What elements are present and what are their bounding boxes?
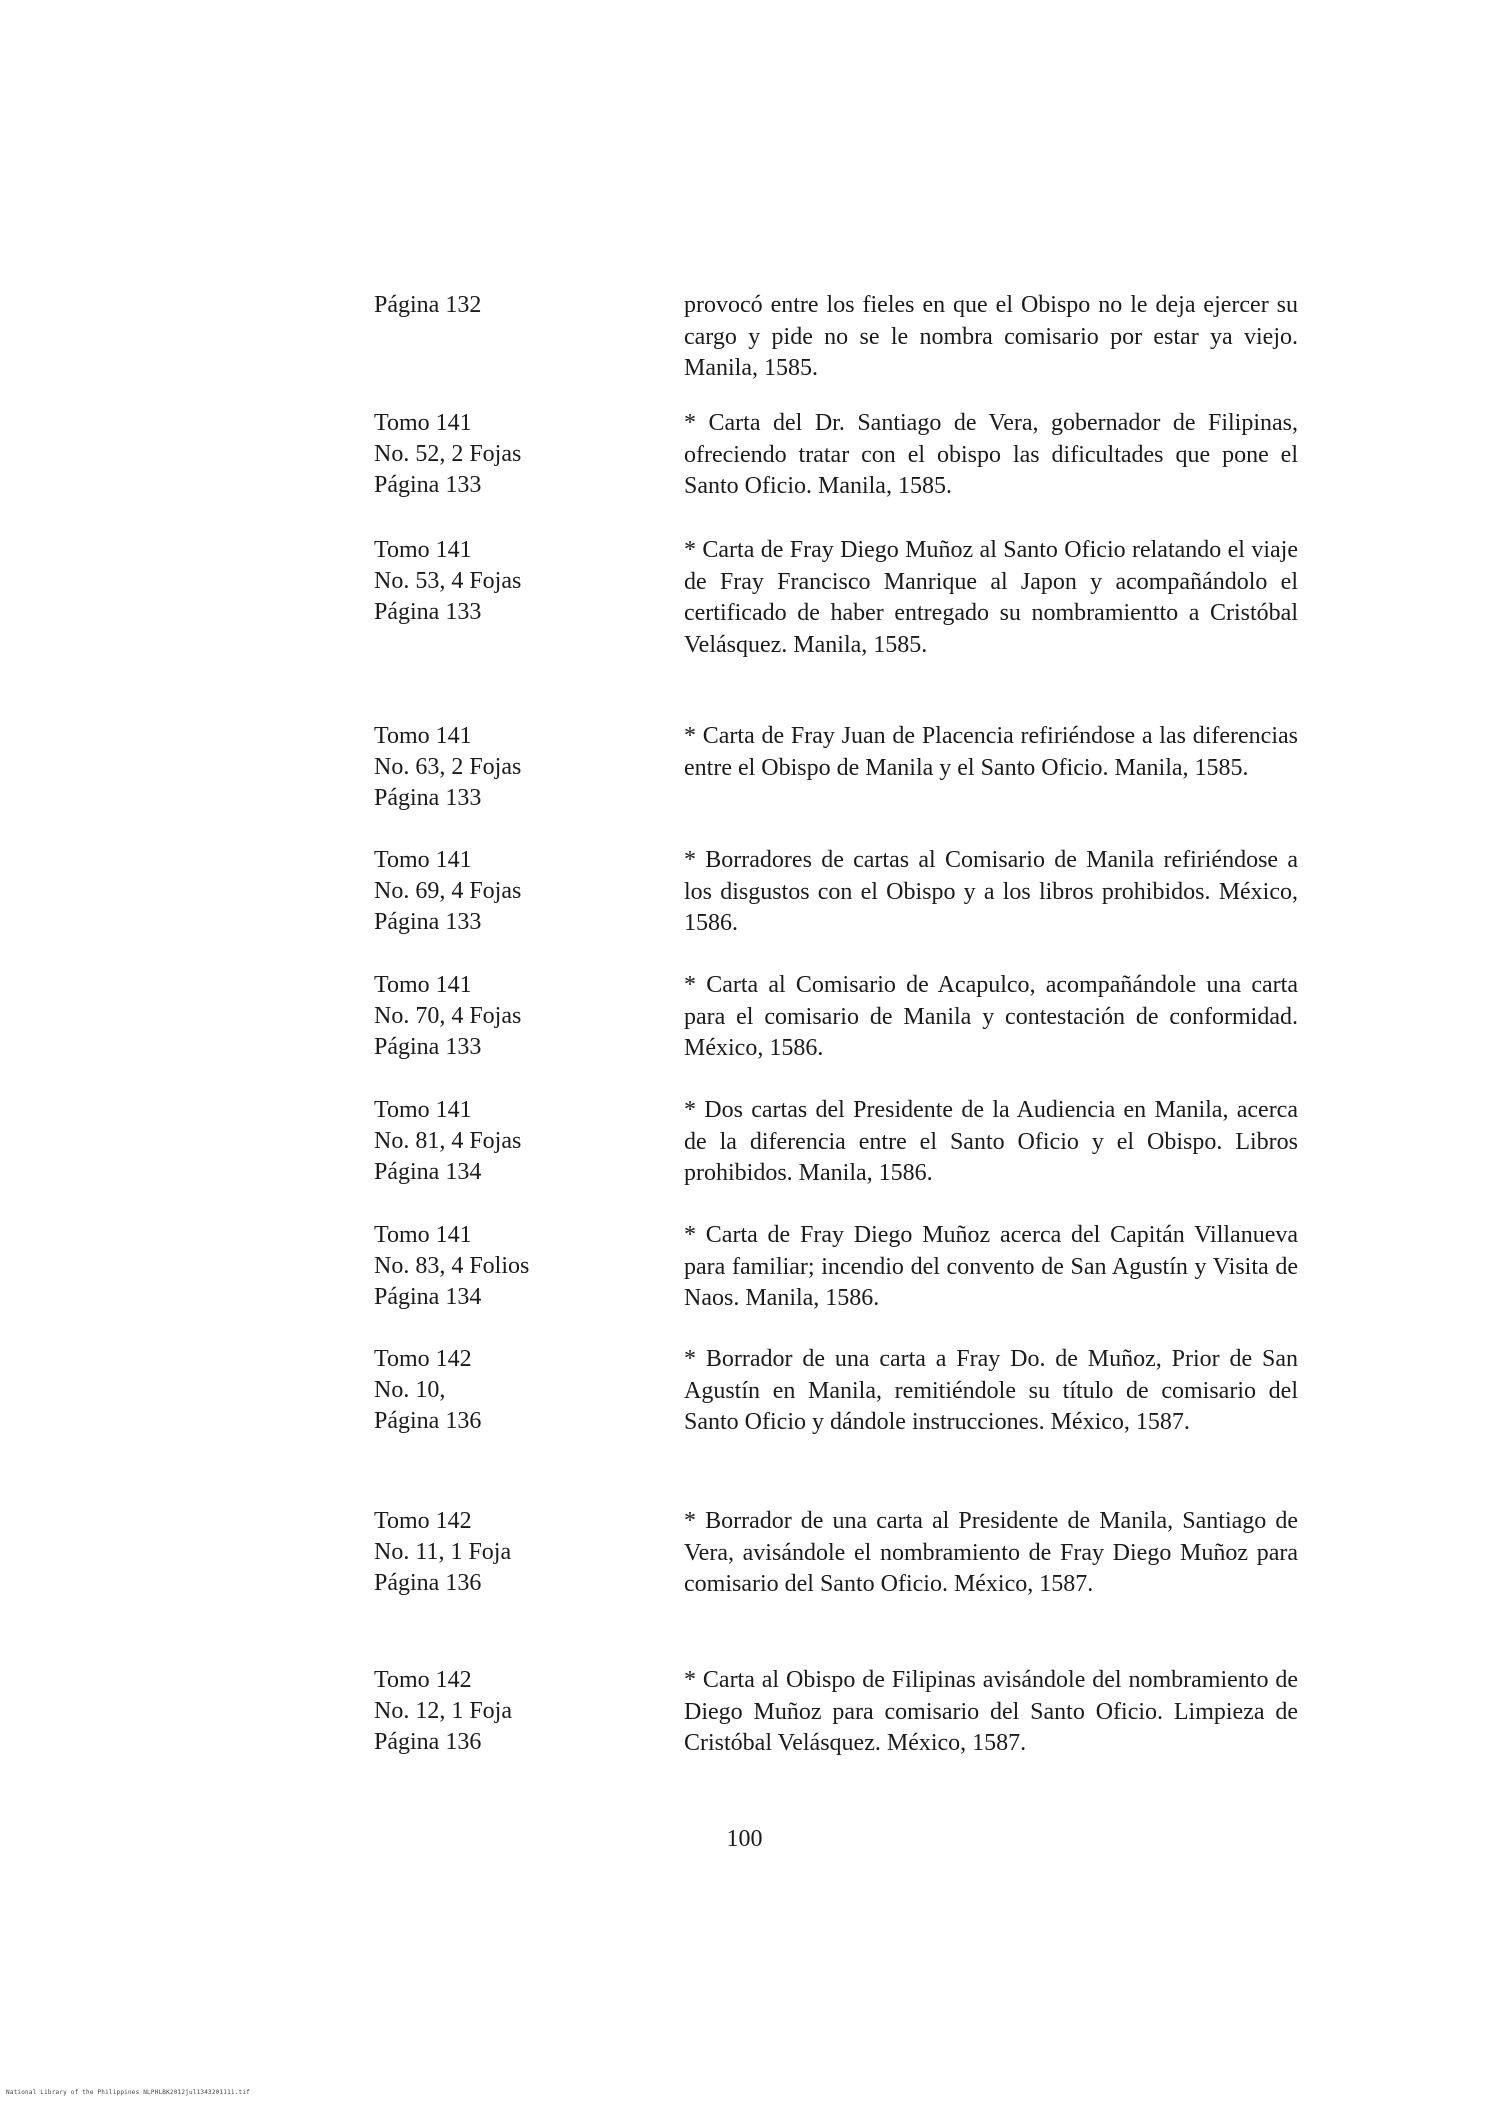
reference-page: Página 136 (374, 1729, 482, 1755)
reference-number: No. 69, 4 Fojas (374, 878, 522, 904)
reference-page: Página 133 (374, 599, 482, 625)
reference-volume: Tomo 141 (374, 537, 472, 563)
entry-reference (374, 408, 644, 501)
scan-footer-text: National Library of the Philippines NLPHLBK2012jul1343201111.tif (6, 2089, 250, 2096)
entry-description: * Carta de Fray Diego Muñoz al Santo Oficio relatando el viaje de Fray Francisco Manrique al Japon y acompañándolo el certificado de haber entregado su nombramientto a Cristóbal Velásquez. Manila, 1585. (684, 537, 1298, 658)
reference-page: Página 133 (374, 785, 482, 811)
entry-reference (374, 290, 644, 321)
entry-reference (374, 1095, 644, 1188)
reference-page: Página 136 (374, 1570, 482, 1596)
reference-page: Página 134 (374, 1284, 482, 1310)
reference-volume: Tomo 142 (374, 1346, 472, 1372)
reference-number: No. 83, 4 Folios (374, 1253, 530, 1279)
reference-page: Página 132 (374, 292, 482, 318)
reference-page: Página 133 (374, 472, 482, 498)
reference-number: No. 53, 4 Fojas (374, 568, 522, 594)
reference-volume: Tomo 141 (374, 723, 472, 749)
entry-description: * Borrador de una carta a Fray Do. de Muñoz, Prior de San Agustín en Manila, remitiéndole su título de comisario del Santo Oficio y dándole instrucciones. México, 1587. (684, 1346, 1298, 1435)
reference-page: Página 136 (374, 1408, 482, 1434)
entry-description: * Carta al Obispo de Filipinas avisándole del nombramiento de Diego Muñoz para comisario del Santo Oficio. Limpieza de Cristóbal Velásquez. México, 1587. (684, 1667, 1298, 1756)
reference-volume: Tomo 142 (374, 1508, 472, 1534)
entry-reference (374, 1665, 644, 1758)
entry-reference (374, 970, 644, 1063)
entry-reference (374, 1344, 644, 1437)
reference-number: No. 10, (374, 1377, 446, 1403)
reference-volume: Tomo 141 (374, 847, 472, 873)
reference-page: Página 133 (374, 1034, 482, 1060)
reference-page: Página 133 (374, 909, 482, 935)
reference-page: Página 134 (374, 1159, 482, 1185)
reference-volume: Tomo 141 (374, 972, 472, 998)
entry-description: * Carta de Fray Diego Muñoz acerca del Capitán Villanueva para familiar; incendio del convento de San Agustín y Visita de Naos. Manila, 1586. (684, 1222, 1298, 1311)
reference-volume: Tomo 141 (374, 1222, 472, 1248)
reference-number: No. 52, 2 Fojas (374, 441, 522, 467)
entry-description: * Borrador de una carta al Presidente de Manila, Santiago de Vera, avisándole el nombramiento de Fray Diego Muñoz para comisario del Santo Oficio. México, 1587. (684, 1508, 1298, 1597)
page-number: 100 (726, 1826, 763, 1852)
entry-reference (374, 845, 644, 938)
reference-number: No. 11, 1 Foja (374, 1539, 512, 1565)
entry-description: * Carta al Comisario de Acapulco, acompañándole una carta para el comisario de Manila y contestación de conformidad. México, 1586. (684, 972, 1298, 1061)
reference-volume: Tomo 141 (374, 1097, 472, 1123)
entry-description: provocó entre los fieles en que el Obispo no le deja ejercer su cargo y pide no se le nombra comisario por estar ya viejo. Manila, 1585. (684, 292, 1298, 381)
entry-reference (374, 1506, 644, 1599)
entry-description: * Dos cartas del Presidente de la Audiencia en Manila, acerca de la diferencia entre el Santo Oficio y el Obispo. Libros prohibidos. Manila, 1586. (684, 1097, 1298, 1186)
entry-description: * Carta de Fray Juan de Placencia refiriéndose a las diferencias entre el Obispo de Manila y el Santo Oficio. Manila, 1585. (684, 723, 1298, 781)
reference-number: No. 12, 1 Foja (374, 1698, 512, 1724)
reference-volume: Tomo 142 (374, 1667, 472, 1693)
entry-reference (374, 721, 644, 814)
reference-number: No. 70, 4 Fojas (374, 1003, 522, 1029)
entry-description: * Borradores de cartas al Comisario de Manila refiriéndose a los disgustos con el Obispo y a los libros prohibidos. México, 1586. (684, 847, 1298, 936)
reference-number: No. 81, 4 Fojas (374, 1128, 522, 1154)
entry-reference (374, 535, 644, 628)
entry-reference (374, 1220, 644, 1313)
reference-volume: Tomo 141 (374, 410, 472, 436)
reference-number: No. 63, 2 Fojas (374, 754, 522, 780)
entry-description: * Carta del Dr. Santiago de Vera, gobernador de Filipinas, ofreciendo tratar con el obispo las dificultades que pone el Santo Oficio. Manila, 1585. (684, 410, 1298, 499)
